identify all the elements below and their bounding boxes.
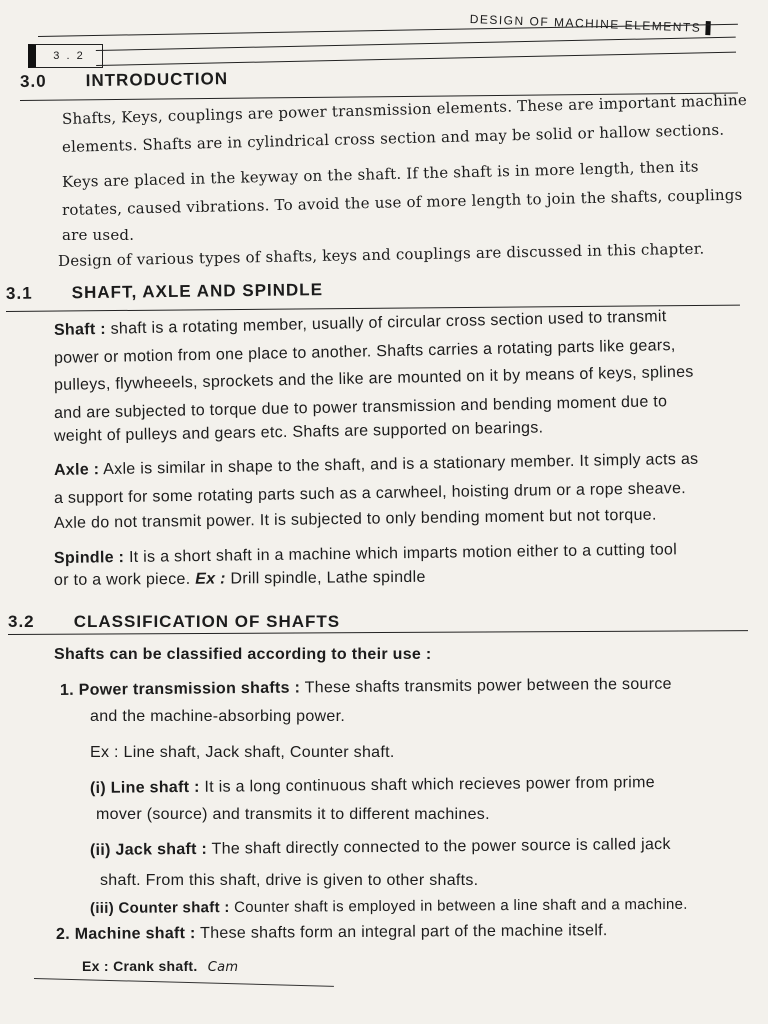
- axle-definition-line: Axle do not transmit power. It is subjected to only bending moment but not torque.: [53, 506, 657, 532]
- term-shaft: Shaft :: [53, 320, 107, 339]
- spindle-text: or to a work piece.: [53, 570, 191, 589]
- shaft-definition-line: weight of pulleys and gears etc. Shafts are supported on bearings.: [53, 419, 544, 445]
- sub-item-number: (iii): [89, 899, 115, 917]
- sub-item-number: (i): [89, 779, 107, 797]
- sub-item-jack-shaft: [90, 836, 671, 860]
- section-number: 3.0: [19, 71, 47, 91]
- shaft-definition-line: power or motion from one place to another. Shafts carries a rotating parts like gears,: [53, 336, 676, 367]
- term-machine-shaft: Machine shaft :: [74, 925, 196, 943]
- page-number-rule: [96, 37, 736, 66]
- term-power-transmission: Power transmission shafts :: [78, 679, 301, 699]
- term-counter-shaft: Counter shaft :: [118, 899, 230, 917]
- section-title: SHAFT, AXLE AND SPINDLE: [71, 280, 324, 303]
- shaft-definition-line: pulleys, flywheeels, sprockets and the like are mounted on it by means of keys, splines: [53, 363, 694, 394]
- sub-item-continuation: mover (source) and transmits it to different machines.: [96, 806, 490, 823]
- intro-line: rotates, caused vibrations. To avoid the use of more length to join the shafts, couplings: [61, 185, 743, 219]
- intro-line: Shafts, Keys, couplings are power transmission elements. These are important machine: [61, 90, 748, 128]
- shaft-text: shaft is a rotating member, usually of circular cross section used to transmit: [110, 308, 667, 338]
- list-number: 2.: [55, 925, 71, 943]
- handwritten-note: Cam: [207, 960, 239, 975]
- classification-lead-text: Shafts can be classified according to their use :: [54, 646, 432, 663]
- term-axle: Axle :: [53, 461, 100, 479]
- spindle-text: It is a short shaft in a machine which imparts motion either to a cutting tool: [128, 541, 678, 566]
- section-heading-classification: [8, 612, 340, 632]
- running-title: DESIGN OF MACHINE ELEMENTS: [469, 12, 710, 35]
- list-item-power-transmission: [60, 676, 672, 700]
- section-number: 3.1: [5, 283, 33, 303]
- sub-item-number: (ii): [89, 841, 111, 859]
- section-heading-shaft-axle-spindle: [6, 280, 323, 304]
- list-number: 1.: [59, 681, 75, 699]
- item-text: These shafts transmits power between the source: [304, 675, 672, 697]
- sub-item-counter-shaft: [90, 896, 688, 917]
- intro-line: Design of various types of shafts, keys and couplings are discussed in this chapter.: [57, 239, 705, 270]
- item-text: It is a long continuous shaft which recieves power from prime: [204, 774, 656, 796]
- item-text: These shafts form an integral part of the machine itself.: [200, 922, 608, 942]
- shaft-definition-line: [54, 308, 667, 340]
- classification-lead: [54, 646, 431, 664]
- list-item-continuation: and the machine-absorbing power.: [90, 708, 346, 725]
- spindle-example: Drill spindle, Lathe spindle: [230, 568, 426, 588]
- list-item-example: [82, 958, 238, 975]
- section-title: CLASSIFICATION OF SHAFTS: [73, 612, 341, 631]
- example-text: Ex : Crank shaft.: [82, 958, 198, 974]
- term-line-shaft: Line shaft :: [110, 778, 200, 797]
- spindle-definition-line: [54, 569, 426, 590]
- section-heading-introduction: [20, 69, 228, 92]
- intro-line: are used.: [62, 226, 135, 244]
- list-item-machine-shaft: [56, 922, 608, 944]
- axle-definition-line: a support for some rotating parts such as a carwheel, hoisting drum or a rope sheave.: [53, 480, 687, 507]
- shaft-definition-line: and are subjected to torque due to power transmission and bending moment due to: [53, 393, 668, 422]
- section-number: 3.2: [8, 612, 35, 631]
- spindle-definition-line: [54, 541, 677, 568]
- section-title: INTRODUCTION: [85, 69, 229, 91]
- page-number: 3 . 2: [28, 44, 103, 68]
- sub-item-line-shaft: [90, 774, 655, 798]
- axle-text: Axle is similar in shape to the shaft, and is a stationary member. It simply acts as: [103, 450, 699, 479]
- intro-line: Keys are placed in the keyway on the shaft. If the shaft is in more length, then its: [61, 157, 699, 191]
- example-label: Ex :: [195, 570, 226, 588]
- term-jack-shaft: Jack shaft :: [115, 840, 208, 859]
- term-spindle: Spindle :: [53, 549, 125, 567]
- sub-item-continuation: shaft. From this shaft, drive is given to other shafts.: [100, 872, 479, 889]
- footer-rule: [34, 978, 334, 987]
- list-item-example: Ex : Line shaft, Jack shaft, Counter shaft.: [90, 744, 395, 761]
- item-text: The shaft directly connected to the power source is called jack: [211, 835, 671, 858]
- axle-definition-line: [54, 451, 699, 480]
- item-text: Counter shaft is employed in between a line shaft and a machine.: [234, 895, 688, 916]
- intro-line: elements. Shafts are in cylindrical cross section and may be solid or hallow sections.: [61, 120, 725, 156]
